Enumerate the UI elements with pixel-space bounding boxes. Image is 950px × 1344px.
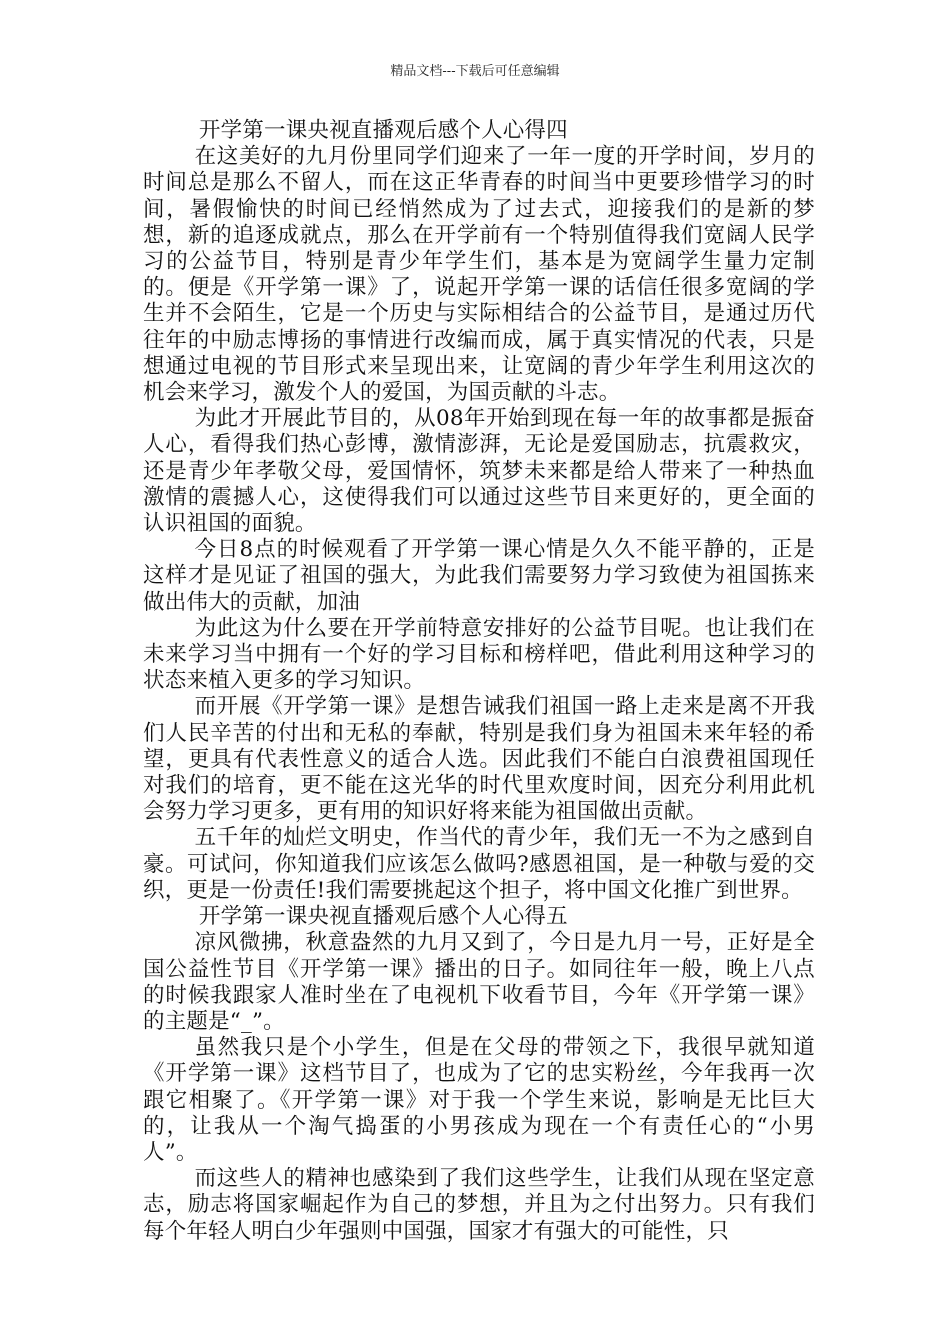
paragraph: 为此这为什么要在开学前特意安排好的公益节目呢。也让我们在未来学习当中拥有一个好的学习目标和榜样吧，借此利用这种学习的状态来植入更多的学习知识。 bbox=[143, 615, 815, 694]
section-title: 开学第一课央视直播观后感个人心得五 bbox=[198, 904, 568, 930]
paragraph: 为此才开展此节目的，从08年开始到现在每一年的故事都是振奋人心，看得我们热心彭博，激情澎湃，无论是爱国励志，抗震救灾，还是青少年孝敬父母，爱国情怀，筑梦未来都是给人带来了一种热血激情的震撼人心，这使得我们可以通过这些节目来更好的，更全面的认识祖国的面貌。 bbox=[143, 406, 815, 537]
paragraph: 在这美好的九月份里同学们迎来了一年一度的开学时间，岁月的时间总是那么不留人，而在这正华青春的时间当中更要珍惜学习的时间，暑假愉快的时间已经悄然成为了过去式，迎接我们的是新的梦想，新的追逐成就点，那么在开学前有一个特别值得我们宽阔人民学习的公益节目，特别是青少年学生们，基本是为宽阔学生量力定制的。便是《开学第一课》了，说起开学第一课的话信任很多宽阔的学生并不会陌生，它是一个历史与实际相结合的公益节目，是通过历代往年的中励志博扬的事情进行改编而成，属于真实情况的代表，只是想通过电视的节目形式来呈现出来，让宽阔的青少年学生利用这次的机会来学习，激发个人的爱国，为国贡献的斗志。 bbox=[143, 144, 815, 406]
paragraph: 虽然我只是个小学生，但是在父母的带领之下，我很早就知道《开学第一课》这档节目了，也成为了它的忠实粉丝，今年我再一次跟它相聚了。《开学第一课》对于我一个学生来说，影响是无比巨大的，让我从一个淘气捣蛋的小男孩成为现在一个有责任心的“小男人”。 bbox=[143, 1035, 815, 1165]
paragraph: 五千年的灿烂文明史，作当代的青少年，我们无一不为之感到自豪。可试问，你知道我们应该怎么做吗?感恩祖国，是一种敬与爱的交织，更是一份责任!我们需要挑起这个担子，将中国文化推广到世界。 bbox=[143, 825, 815, 903]
paragraph: 今日8点的时候观看了开学第一课心情是久久不能平静的，正是这样才是见证了祖国的强大，为此我们需要努力学习致使为祖国拣来做出伟大的贡献，加油 bbox=[143, 537, 815, 615]
section-title: 开学第一课央视直播观后感个人心得四 bbox=[198, 118, 568, 143]
paragraph: 而开展《开学第一课》是想告诫我们祖国一路上走来是离不开我们人民辛苦的付出和无私的奉献，特别是我们身为祖国未来年轻的希望，更具有代表性意义的适合人选。因此我们不能白白浪费祖国现任对我们的培育，更不能在这光华的时代里欢度时间，因充分利用此机会努力学习更多，更有用的知识好将来能为祖国做出贡献。 bbox=[143, 694, 815, 825]
document-body bbox=[143, 118, 815, 1245]
paragraph: 而这些人的精神也感染到了我们这些学生，让我们从现在坚定意志，励志将国家崛起作为自己的梦想，并且为之付出努力。只有我们每个年轻人明白少年强则中国强，国家才有强大的可能性，只 bbox=[143, 1166, 815, 1244]
paragraph: 凉风微拂，秋意盎然的九月又到了，今日是九月一号，正好是全国公益性节目《开学第一课》播出的日子。如同往年一般，晚上八点的时候我跟家人准时坐在了电视机下收看节目，今年《开学第一课》的主题是“_”。 bbox=[143, 930, 815, 1034]
page-header: 精品文档---下载后可任意编辑 bbox=[390, 64, 560, 79]
